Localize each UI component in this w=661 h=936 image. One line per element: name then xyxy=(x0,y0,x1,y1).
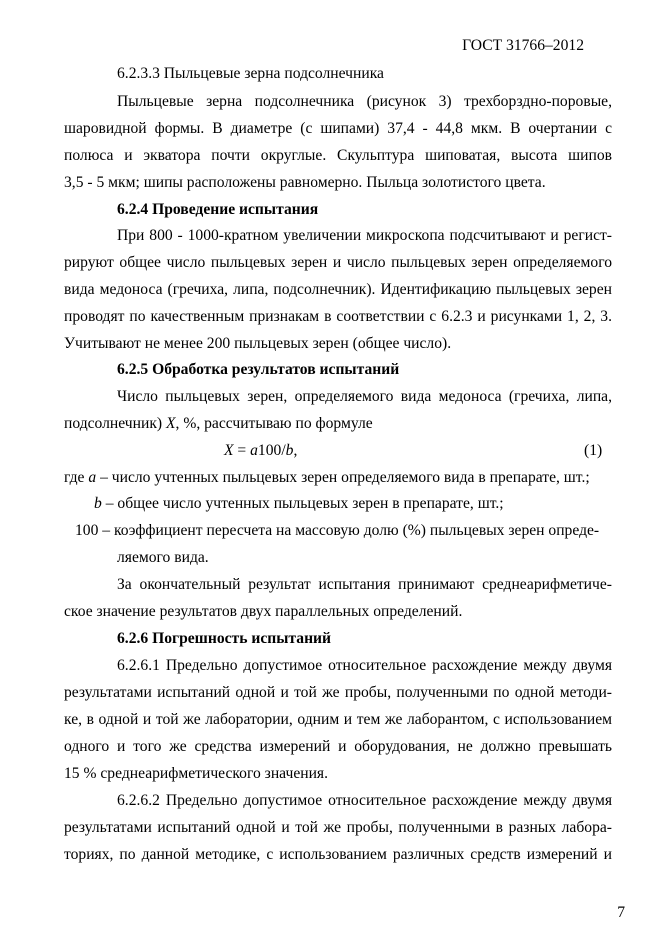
paragraph-line: Число пыльцевых зерен, определяемого вида медоноса (гречиха, липа, xyxy=(117,388,612,405)
paragraph-line: результатами испытаний одной и той же пробы, полученными по одной методи- xyxy=(64,684,612,701)
paragraph-line: За окончательный результат испытания принимают среднеарифметиче- xyxy=(117,576,612,593)
section-624-title: 6.2.4 Проведение испытания xyxy=(117,201,319,218)
paragraph-line: вида медоноса (гречиха, липа, подсолнечник). Идентификацию пыльцевых зерен xyxy=(64,281,612,298)
paragraph-line: результатами испытаний одной и той же пробы, полученными в разных лабора- xyxy=(64,819,612,836)
paragraph-line: полюса и экватора почти округлые. Скульптура шиповатая, высота шипов xyxy=(64,147,612,164)
paragraph-line: ториях, по данной методике, с использованием различных средств измерений и xyxy=(64,846,612,863)
paragraph-line: шаровидной формы. В диаметре (с шипами) 37,4 - 44,8 мкм. В очертании с xyxy=(64,120,612,137)
paragraph-line: одного и того же средства измерений и оборудования, не должно превышать xyxy=(64,738,612,755)
paragraph-line: проводят по качественным признакам в соответствии с 6.2.3 и рисунками 1, 2, 3. xyxy=(64,308,612,325)
formula-1: X = a100/b, xyxy=(224,442,298,459)
paragraph-line: 6.2.6.2 Предельно допустимое относительное расхождение между двумя xyxy=(117,792,612,809)
section-626-title: 6.2.6 Погрешность испытаний xyxy=(117,630,332,647)
paragraph-line: 6.2.6.1 Предельно допустимое относительное расхождение между двумя xyxy=(117,657,612,674)
where-line-c: 100 – коэффициент пересчета на массовую долю (%) пыльцевых зерен опреде- xyxy=(75,522,600,539)
paragraph-line: Учитывают не менее 200 пыльцевых зерен (общее число). xyxy=(64,335,452,352)
page-number: 7 xyxy=(617,904,625,921)
document-code-header: ГОСТ 31766–2012 xyxy=(462,37,584,54)
paragraph-line: подсолнечник) X, %, рассчитываю по формуле xyxy=(64,415,373,432)
where-line-b: b – общее число учтенных пыльцевых зерен в препарате, шт.; xyxy=(94,495,504,512)
formula-number: (1) xyxy=(584,442,603,459)
paragraph-line: ское значение результатов двух параллельных определений. xyxy=(64,603,463,620)
paragraph-line: ке, в одной и той же лаборатории, одним и тем же лаборантом, с использованием xyxy=(64,711,612,728)
paragraph-line: 15 % среднеарифметического значения. xyxy=(64,765,329,782)
section-625-title: 6.2.5 Обработка результатов испытаний xyxy=(117,361,400,378)
paragraph-line: рируют общее число пыльцевых зерен и число пыльцевых зерен определяемого xyxy=(64,254,612,271)
where-line-c-continued: ляемого вида. xyxy=(117,549,209,566)
section-6233-title: 6.2.3.3 Пыльцевые зерна подсолнечника xyxy=(117,65,384,82)
paragraph-line: При 800 - 1000-кратном увеличении микроскопа подсчитывают и регист- xyxy=(117,227,612,244)
paragraph-line: Пыльцевые зерна подсолнечника (рисунок 3) трехборздно-поровые, xyxy=(117,93,612,110)
paragraph-line: 3,5 - 5 мкм; шипы расположены равномерно. Пыльца золотистого цвета. xyxy=(64,174,546,191)
where-line-a: где a – число учтенных пыльцевых зерен определяемого вида в препарате, шт.; xyxy=(64,469,590,486)
